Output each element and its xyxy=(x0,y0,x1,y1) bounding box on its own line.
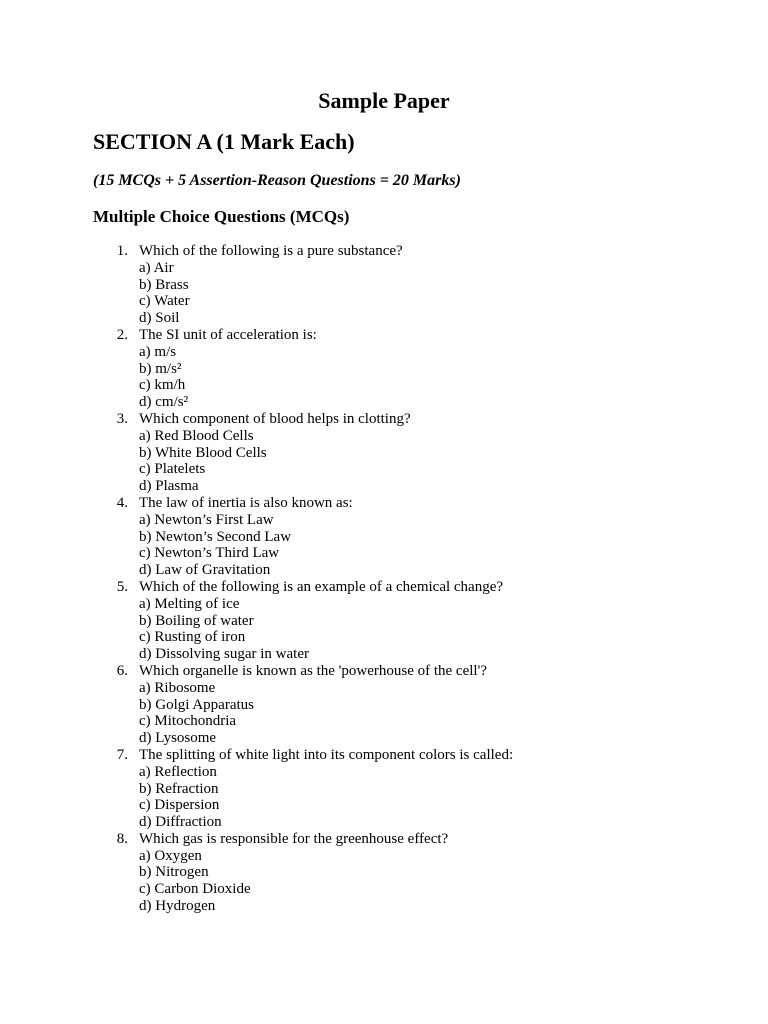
question-text: Which organelle is known as the 'powerhouse of the cell'? xyxy=(139,662,487,679)
question-text: Which of the following is a pure substance? xyxy=(139,243,403,259)
question-number: 6. xyxy=(116,662,128,679)
answer-option: c) Water xyxy=(139,293,190,310)
answer-option: a) Air xyxy=(139,259,174,276)
answer-option: b) m/s² xyxy=(139,360,182,377)
question-number: 1. xyxy=(116,243,128,259)
answer-option: a) Oxygen xyxy=(139,847,202,864)
answer-option: b) Nitrogen xyxy=(139,864,209,881)
answer-option: c) Mitochondria xyxy=(139,713,237,730)
question-item xyxy=(0,579,513,663)
question-item xyxy=(0,243,513,327)
question-number: 8. xyxy=(116,830,128,847)
question-text: The SI unit of acceleration is: xyxy=(139,326,317,343)
question-number: 2. xyxy=(116,326,128,343)
answer-option: d) Plasma xyxy=(139,478,199,495)
answer-option: a) Reflection xyxy=(139,763,217,780)
question-item xyxy=(0,411,513,495)
question-text: The splitting of white light into its component colors is called: xyxy=(139,746,514,763)
question-list xyxy=(0,243,513,915)
answer-option: c) Carbon Dioxide xyxy=(139,881,251,898)
answer-option: b) Newton’s Second Law xyxy=(139,528,292,545)
answer-option: b) Golgi Apparatus xyxy=(139,696,254,713)
answer-option: d) Diffraction xyxy=(139,814,222,831)
section-heading: SECTION A (1 Mark Each) xyxy=(93,129,355,154)
answer-option: a) Ribosome xyxy=(139,679,216,696)
answer-option: a) Melting of ice xyxy=(139,595,240,612)
answer-option: a) Red Blood Cells xyxy=(139,427,254,444)
subsection-heading: Multiple Choice Questions (MCQs) xyxy=(93,207,350,226)
answer-option: d) Dissolving sugar in water xyxy=(139,646,309,663)
question-item xyxy=(0,327,513,411)
answer-option: b) White Blood Cells xyxy=(139,444,267,461)
question-number: 5. xyxy=(116,578,128,595)
answer-option: c) Newton’s Third Law xyxy=(139,545,280,562)
answer-option: c) Dispersion xyxy=(139,797,220,814)
question-number: 4. xyxy=(116,494,128,511)
answer-option: c) Platelets xyxy=(139,461,206,478)
question-text: Which gas is responsible for the greenhouse effect? xyxy=(139,830,449,847)
question-item xyxy=(0,495,513,579)
question-number: 3. xyxy=(116,410,128,427)
answer-option: a) m/s xyxy=(139,343,177,360)
question-item xyxy=(0,831,513,915)
answer-option: d) Lysosome xyxy=(139,730,217,747)
answer-option: a) Newton’s First Law xyxy=(139,511,274,528)
answer-option: d) Soil xyxy=(139,310,180,327)
answer-option: b) Boiling of water xyxy=(139,612,254,629)
marks-summary: (15 MCQs + 5 Assertion-Reason Questions = 20 Marks) xyxy=(93,172,461,189)
question-text: Which component of blood helps in clotting? xyxy=(139,410,411,427)
answer-option: d) Hydrogen xyxy=(139,898,216,915)
question-number: 7. xyxy=(116,746,128,763)
question-text: Which of the following is an example of a chemical change? xyxy=(139,578,504,595)
answer-option: d) Law of Gravitation xyxy=(139,562,271,579)
answer-option: b) Brass xyxy=(139,276,189,293)
question-item xyxy=(0,747,513,831)
question-text: The law of inertia is also known as: xyxy=(139,494,353,511)
answer-option: b) Refraction xyxy=(139,780,219,797)
question-item xyxy=(0,663,513,747)
answer-option: d) cm/s² xyxy=(139,394,189,411)
page-title: Sample Paper xyxy=(318,88,450,113)
answer-option: c) km/h xyxy=(139,377,186,394)
answer-option: c) Rusting of iron xyxy=(139,629,246,646)
